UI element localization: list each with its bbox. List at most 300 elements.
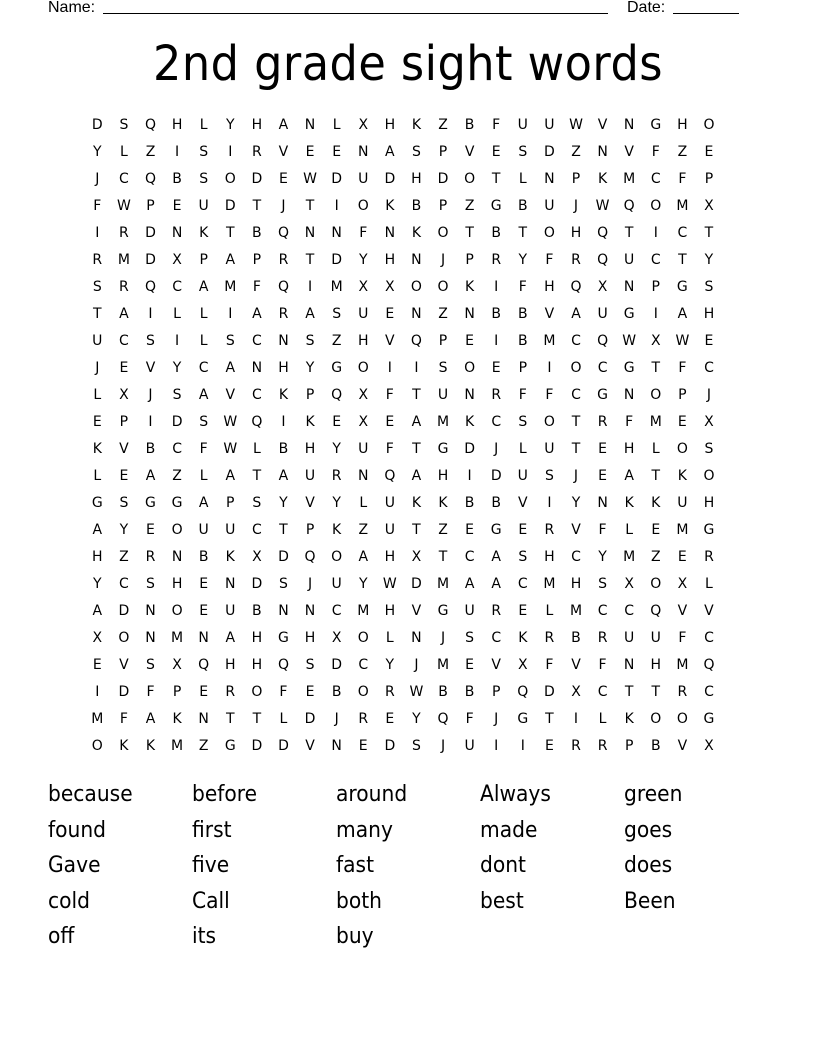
grid-letter[interactable]: Q (144, 171, 156, 187)
grid-letter[interactable]: Q (517, 684, 529, 700)
grid-letter[interactable]: V (464, 144, 475, 160)
grid-letter[interactable]: Z (145, 144, 156, 160)
grid-letter[interactable]: V (145, 360, 156, 376)
grid-letter[interactable]: T (651, 468, 661, 484)
grid-letter[interactable]: E (518, 603, 528, 619)
grid-letter[interactable]: Q (597, 225, 609, 241)
grid-letter[interactable]: Q (384, 468, 396, 484)
grid-letter[interactable]: L (332, 117, 341, 133)
grid-letter[interactable]: H (570, 576, 582, 592)
grid-letter[interactable]: A (385, 144, 395, 160)
grid-letter[interactable]: K (199, 225, 209, 241)
grid-letter[interactable]: P (438, 333, 448, 349)
grid-letter[interactable]: B (252, 225, 262, 241)
grid-letter[interactable]: O (437, 279, 449, 295)
grid-letter[interactable]: F (279, 684, 288, 700)
grid-letter[interactable]: Q (623, 198, 635, 214)
grid-letter[interactable]: X (704, 198, 714, 214)
grid-letter[interactable]: Y (358, 576, 368, 592)
grid-letter[interactable]: D (384, 738, 396, 754)
grid-letter[interactable]: B (491, 306, 501, 322)
grid-letter[interactable]: F (545, 252, 554, 268)
grid-letter[interactable]: H (437, 468, 449, 484)
grid-letter[interactable]: H (92, 549, 103, 565)
grid-letter[interactable]: O (676, 441, 688, 457)
grid-letter[interactable]: U (677, 495, 688, 511)
grid-letter[interactable]: J (440, 252, 446, 268)
grid-letter[interactable]: J (334, 711, 339, 727)
grid-letter[interactable]: Y (704, 252, 714, 268)
grid-letter[interactable]: C (464, 549, 475, 565)
grid-letter[interactable]: C (704, 360, 714, 376)
grid-letter[interactable]: V (491, 657, 501, 673)
grid-letter[interactable]: Z (438, 522, 448, 538)
grid-letter[interactable]: B (464, 117, 475, 133)
grid-letter[interactable]: V (411, 603, 422, 619)
grid-letter[interactable]: F (678, 360, 687, 376)
grid-letter[interactable]: A (358, 549, 369, 565)
grid-letter[interactable]: O (437, 225, 449, 241)
grid-letter[interactable]: B (464, 495, 475, 511)
grid-letter[interactable]: F (385, 387, 394, 403)
grid-letter[interactable]: Y (571, 495, 581, 511)
grid-letter[interactable]: R (544, 522, 555, 538)
grid-letter[interactable]: P (119, 414, 129, 430)
grid-letter[interactable]: H (544, 549, 555, 565)
grid-letter[interactable]: R (544, 630, 555, 646)
grid-letter[interactable]: G (490, 522, 502, 538)
grid-letter[interactable]: R (491, 387, 502, 403)
grid-letter[interactable]: G (703, 711, 715, 727)
grid-letter[interactable]: A (677, 306, 688, 322)
grid-letter[interactable]: D (278, 738, 289, 754)
grid-letter[interactable]: E (199, 684, 209, 700)
grid-letter[interactable]: C (624, 603, 635, 619)
grid-letter[interactable]: A (225, 360, 236, 376)
grid-letter[interactable]: Z (438, 117, 448, 133)
grid-letter[interactable]: U (358, 441, 369, 457)
grid-letter[interactable]: R (119, 225, 129, 241)
grid-letter[interactable]: E (465, 333, 475, 349)
grid-letter[interactable]: J (573, 468, 579, 484)
grid-letter[interactable]: H (251, 117, 263, 133)
grid-letter[interactable]: M (543, 333, 556, 349)
grid-letter[interactable]: P (226, 495, 235, 511)
grid-letter[interactable]: Q (277, 279, 289, 295)
grid-letter[interactable]: E (305, 684, 315, 700)
grid-letter[interactable]: L (252, 441, 261, 457)
grid-letter[interactable]: U (384, 522, 395, 538)
grid-letter[interactable]: P (252, 252, 262, 268)
grid-letter[interactable]: I (467, 468, 472, 484)
grid-letter[interactable]: A (225, 468, 236, 484)
grid-letter[interactable]: C (119, 333, 129, 349)
grid-letter[interactable]: C (517, 576, 528, 592)
grid-letter[interactable]: S (119, 117, 129, 133)
grid-letter[interactable]: A (119, 306, 129, 322)
grid-letter[interactable]: D (464, 441, 475, 457)
grid-letter[interactable]: V (305, 738, 315, 754)
grid-letter[interactable]: E (199, 576, 209, 592)
grid-letter[interactable]: E (199, 603, 209, 619)
grid-letter[interactable]: M (569, 603, 583, 619)
grid-letter[interactable]: I (95, 225, 100, 241)
grid-letter[interactable]: T (412, 522, 421, 538)
grid-letter[interactable]: A (225, 630, 236, 646)
grid-letter[interactable]: A (198, 495, 209, 511)
grid-letter[interactable]: C (251, 333, 262, 349)
grid-letter[interactable]: S (438, 360, 448, 376)
grid-letter[interactable]: X (172, 252, 182, 268)
grid-letter[interactable]: A (624, 468, 634, 484)
grid-letter[interactable]: T (571, 441, 581, 457)
grid-letter[interactable]: J (440, 738, 446, 754)
grid-letter[interactable]: K (624, 711, 634, 727)
grid-letter[interactable]: M (543, 576, 556, 592)
grid-letter[interactable]: H (623, 441, 635, 457)
grid-letter[interactable]: R (491, 252, 502, 268)
grid-letter[interactable]: P (678, 387, 687, 403)
grid-letter[interactable]: G (623, 360, 635, 376)
grid-letter[interactable]: T (225, 225, 235, 241)
grid-letter[interactable]: N (623, 117, 635, 133)
grid-letter[interactable]: M (171, 630, 184, 646)
grid-letter[interactable]: E (172, 198, 182, 214)
grid-letter[interactable]: S (704, 279, 714, 295)
grid-letter[interactable]: D (304, 711, 316, 727)
grid-letter[interactable]: O (224, 171, 236, 187)
grid-letter[interactable]: E (119, 468, 129, 484)
grid-letter[interactable]: S (518, 414, 528, 430)
grid-letter[interactable]: T (518, 225, 528, 241)
grid-letter[interactable]: G (597, 387, 608, 403)
grid-letter[interactable]: K (438, 495, 448, 511)
grid-letter[interactable]: T (93, 306, 102, 322)
grid-letter[interactable]: J (281, 198, 286, 214)
grid-letter[interactable]: B (411, 198, 422, 214)
grid-letter[interactable]: Y (305, 360, 315, 376)
grid-letter[interactable]: K (278, 387, 289, 403)
grid-letter[interactable]: Y (358, 252, 368, 268)
grid-letter[interactable]: E (598, 441, 607, 457)
grid-letter[interactable]: B (517, 333, 528, 349)
grid-letter[interactable]: R (491, 603, 502, 619)
grid-letter[interactable]: T (305, 252, 315, 268)
grid-letter[interactable]: R (571, 252, 581, 268)
grid-letter[interactable]: D (384, 171, 396, 187)
grid-letter[interactable]: R (278, 306, 289, 322)
grid-letter[interactable]: T (465, 225, 474, 241)
grid-letter[interactable]: Z (571, 144, 581, 160)
grid-letter[interactable]: X (358, 279, 369, 295)
grid-letter[interactable]: D (331, 252, 343, 268)
grid-letter[interactable]: L (518, 441, 527, 457)
grid-letter[interactable]: Y (279, 495, 288, 511)
grid-letter[interactable]: U (198, 522, 209, 538)
grid-letter[interactable]: B (491, 225, 501, 241)
grid-letter[interactable]: C (251, 387, 262, 403)
grid-letter[interactable]: R (571, 738, 581, 754)
grid-letter[interactable]: S (518, 549, 528, 565)
grid-letter[interactable]: T (279, 522, 288, 538)
grid-letter[interactable]: X (385, 279, 395, 295)
grid-letter[interactable]: E (677, 549, 687, 565)
grid-letter[interactable]: B (145, 441, 156, 457)
grid-letter[interactable]: Z (464, 198, 475, 214)
grid-letter[interactable]: M (623, 549, 636, 565)
grid-letter[interactable]: E (598, 468, 607, 484)
grid-letter[interactable]: E (305, 144, 315, 160)
grid-letter[interactable]: S (411, 738, 421, 754)
grid-letter[interactable]: G (517, 711, 529, 727)
grid-letter[interactable]: C (571, 387, 581, 403)
grid-letter[interactable]: P (438, 144, 448, 160)
grid-letter[interactable]: L (93, 387, 102, 403)
grid-letter[interactable]: V (544, 306, 555, 322)
grid-letter[interactable]: N (411, 630, 422, 646)
grid-letter[interactable]: R (597, 414, 608, 430)
grid-letter[interactable]: G (623, 306, 635, 322)
grid-letter[interactable]: O (650, 387, 662, 403)
grid-letter[interactable]: A (92, 522, 103, 538)
grid-letter[interactable]: S (199, 414, 209, 430)
grid-letter[interactable]: T (545, 711, 554, 727)
grid-letter[interactable]: K (145, 738, 156, 754)
grid-letter[interactable]: C (358, 657, 369, 673)
grid-letter[interactable]: N (304, 603, 316, 619)
grid-letter[interactable]: T (624, 225, 634, 241)
grid-letter[interactable]: X (704, 414, 714, 430)
date-field-line[interactable] (673, 13, 739, 14)
grid-letter[interactable]: I (334, 198, 339, 214)
grid-letter[interactable]: X (411, 549, 422, 565)
grid-letter[interactable]: H (304, 441, 316, 457)
grid-letter[interactable]: B (252, 603, 262, 619)
grid-letter[interactable]: D (171, 414, 183, 430)
grid-letter[interactable]: E (677, 414, 687, 430)
grid-letter[interactable]: K (172, 711, 182, 727)
grid-letter[interactable]: E (279, 171, 288, 187)
grid-letter[interactable]: U (544, 117, 555, 133)
grid-letter[interactable]: A (571, 306, 581, 322)
grid-letter[interactable]: L (119, 144, 128, 160)
grid-letter[interactable]: I (95, 684, 100, 700)
grid-letter[interactable]: X (571, 684, 581, 700)
grid-letter[interactable]: L (545, 603, 554, 619)
grid-letter[interactable]: N (304, 225, 316, 241)
grid-letter[interactable]: E (465, 657, 475, 673)
grid-letter[interactable]: N (464, 387, 475, 403)
grid-letter[interactable]: I (653, 225, 658, 241)
grid-letter[interactable]: H (278, 360, 289, 376)
grid-letter[interactable]: O (118, 630, 130, 646)
grid-letter[interactable]: N (198, 711, 209, 727)
grid-letter[interactable]: W (595, 198, 610, 214)
grid-letter[interactable]: N (251, 360, 263, 376)
grid-letter[interactable]: V (571, 657, 581, 673)
grid-letter[interactable]: K (119, 738, 129, 754)
grid-letter[interactable]: E (651, 522, 661, 538)
grid-letter[interactable]: N (225, 576, 236, 592)
grid-letter[interactable]: O (357, 360, 369, 376)
grid-letter[interactable]: X (597, 279, 608, 295)
grid-letter[interactable]: D (91, 117, 103, 133)
grid-letter[interactable]: U (544, 198, 555, 214)
grid-letter[interactable]: V (677, 603, 688, 619)
grid-letter[interactable]: I (228, 306, 233, 322)
grid-letter[interactable]: W (409, 684, 424, 700)
grid-letter[interactable]: L (651, 441, 660, 457)
grid-letter[interactable]: T (225, 711, 235, 727)
grid-letter[interactable]: S (411, 144, 421, 160)
grid-letter[interactable]: T (491, 171, 501, 187)
grid-letter[interactable]: U (464, 738, 475, 754)
grid-letter[interactable]: N (171, 225, 183, 241)
grid-letter[interactable]: O (464, 360, 476, 376)
grid-letter[interactable]: K (597, 171, 608, 187)
grid-letter[interactable]: N (623, 657, 635, 673)
grid-letter[interactable]: V (677, 738, 688, 754)
grid-letter[interactable]: N (304, 117, 316, 133)
grid-letter[interactable]: G (224, 738, 236, 754)
grid-letter[interactable]: Y (332, 441, 341, 457)
grid-letter[interactable]: G (171, 495, 183, 511)
grid-letter[interactable]: S (119, 495, 129, 511)
name-field-line[interactable] (103, 13, 608, 14)
grid-letter[interactable]: H (384, 252, 396, 268)
grid-letter[interactable]: O (543, 414, 555, 430)
grid-letter[interactable]: N (597, 144, 608, 160)
grid-letter[interactable]: T (624, 684, 634, 700)
grid-letter[interactable]: F (385, 441, 394, 457)
grid-letter[interactable]: F (651, 144, 660, 160)
grid-letter[interactable]: U (358, 171, 369, 187)
grid-letter[interactable]: N (145, 603, 156, 619)
grid-letter[interactable]: K (332, 522, 342, 538)
grid-letter[interactable]: R (597, 630, 608, 646)
grid-letter[interactable]: N (597, 495, 608, 511)
grid-letter[interactable]: E (92, 414, 102, 430)
grid-letter[interactable]: U (225, 603, 236, 619)
grid-letter[interactable]: S (225, 333, 235, 349)
grid-letter[interactable]: L (359, 495, 368, 511)
grid-letter[interactable]: H (225, 657, 236, 673)
grid-letter[interactable]: T (438, 549, 448, 565)
grid-letter[interactable]: K (411, 117, 422, 133)
grid-letter[interactable]: C (491, 630, 502, 646)
grid-letter[interactable]: W (622, 333, 637, 349)
grid-letter[interactable]: Y (172, 360, 182, 376)
grid-letter[interactable]: C (172, 279, 182, 295)
grid-letter[interactable]: O (357, 684, 369, 700)
grid-letter[interactable]: V (624, 144, 634, 160)
grid-letter[interactable]: U (358, 306, 369, 322)
grid-letter[interactable]: E (544, 738, 554, 754)
grid-letter[interactable]: Z (677, 144, 688, 160)
grid-letter[interactable]: X (624, 576, 634, 592)
grid-letter[interactable]: I (414, 360, 419, 376)
grid-letter[interactable]: K (411, 225, 422, 241)
grid-letter[interactable]: J (148, 387, 153, 403)
grid-letter[interactable]: X (677, 576, 688, 592)
grid-letter[interactable]: F (465, 711, 474, 727)
grid-letter[interactable]: M (623, 171, 636, 187)
grid-letter[interactable]: N (384, 225, 396, 241)
grid-letter[interactable]: X (358, 117, 369, 133)
grid-letter[interactable]: J (440, 630, 446, 646)
grid-letter[interactable]: O (171, 522, 183, 538)
grid-letter[interactable]: O (650, 711, 662, 727)
grid-letter[interactable]: I (281, 414, 286, 430)
grid-letter[interactable]: S (704, 441, 714, 457)
grid-letter[interactable]: Q (144, 117, 156, 133)
grid-letter[interactable]: B (172, 171, 182, 187)
grid-letter[interactable]: L (173, 306, 181, 322)
grid-letter[interactable]: X (119, 387, 129, 403)
grid-letter[interactable]: V (305, 495, 315, 511)
grid-letter[interactable]: B (331, 684, 342, 700)
grid-letter[interactable]: O (251, 684, 263, 700)
grid-letter[interactable]: A (491, 549, 501, 565)
grid-letter[interactable]: S (252, 495, 262, 511)
grid-letter[interactable]: X (358, 387, 369, 403)
grid-letter[interactable]: A (411, 414, 422, 430)
grid-letter[interactable]: H (703, 495, 715, 511)
grid-letter[interactable]: S (172, 387, 182, 403)
grid-letter[interactable]: S (332, 306, 342, 322)
grid-letter[interactable]: A (278, 468, 289, 484)
grid-letter[interactable]: P (305, 522, 315, 538)
grid-letter[interactable]: V (518, 495, 528, 511)
grid-letter[interactable]: L (625, 522, 634, 538)
grid-letter[interactable]: P (146, 198, 155, 214)
grid-letter[interactable]: C (119, 576, 129, 592)
grid-letter[interactable]: M (91, 711, 104, 727)
grid-letter[interactable]: N (411, 252, 422, 268)
grid-letter[interactable]: G (331, 360, 343, 376)
grid-letter[interactable]: S (146, 657, 155, 673)
grid-letter[interactable]: M (649, 414, 662, 430)
grid-letter[interactable]: C (650, 252, 661, 268)
grid-letter[interactable]: L (93, 468, 102, 484)
grid-letter[interactable]: W (303, 171, 317, 187)
grid-letter[interactable]: D (118, 603, 130, 619)
grid-letter[interactable]: I (573, 711, 579, 727)
grid-letter[interactable]: K (411, 495, 422, 511)
grid-letter[interactable]: B (517, 306, 528, 322)
grid-letter[interactable]: Y (93, 576, 102, 592)
grid-letter[interactable]: R (251, 144, 262, 160)
grid-letter[interactable]: I (494, 333, 499, 349)
grid-letter[interactable]: F (598, 657, 607, 673)
grid-letter[interactable]: F (625, 414, 634, 430)
grid-letter[interactable]: W (223, 441, 238, 457)
grid-letter[interactable]: E (146, 522, 155, 538)
grid-letter[interactable]: Y (119, 522, 129, 538)
grid-letter[interactable]: N (357, 468, 369, 484)
grid-letter[interactable]: G (490, 198, 502, 214)
grid-letter[interactable]: H (650, 657, 662, 673)
grid-letter[interactable]: D (118, 684, 130, 700)
grid-letter[interactable]: A (145, 468, 156, 484)
grid-letter[interactable]: V (278, 144, 289, 160)
grid-letter[interactable]: F (545, 657, 554, 673)
grid-letter[interactable]: Q (331, 387, 343, 403)
grid-letter[interactable]: Y (518, 252, 528, 268)
grid-letter[interactable]: K (624, 495, 634, 511)
grid-letter[interactable]: M (436, 576, 450, 592)
grid-letter[interactable]: F (93, 198, 102, 214)
